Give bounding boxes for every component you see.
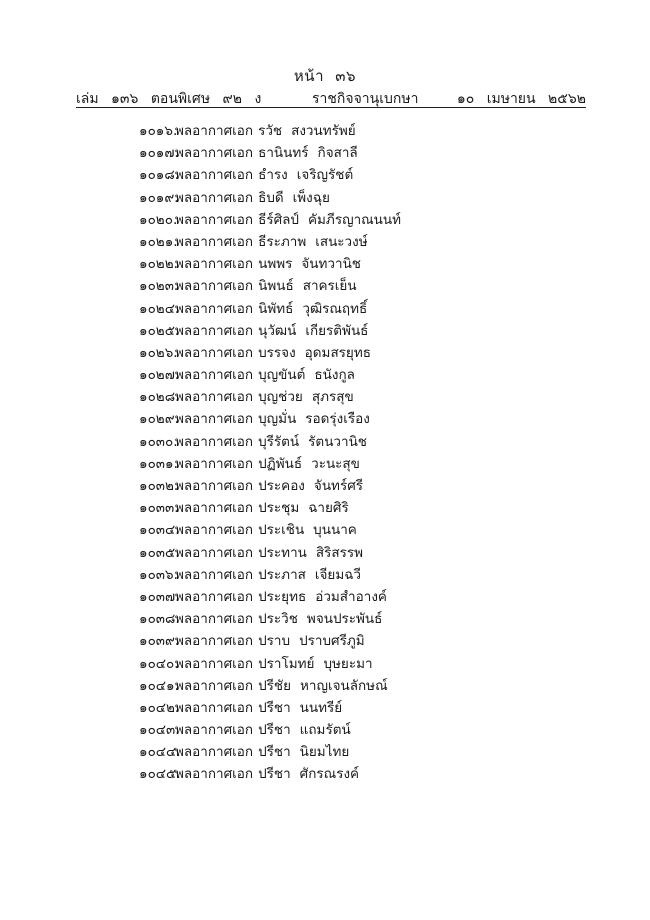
- list-item: [139, 519, 401, 541]
- list-item: [139, 342, 401, 364]
- entry-number: ๑๐๒๗.: [139, 367, 180, 384]
- entry-last-name: นนทรีย์: [299, 699, 343, 716]
- entry-first-name: ปราโมทย์: [258, 655, 315, 672]
- section-label: ตอนพิเศษ: [150, 91, 211, 107]
- entry-first-name: ธิบดี: [258, 189, 284, 206]
- entry-rank: พลอากาศเอก: [175, 344, 254, 361]
- list-item: [139, 453, 401, 475]
- entry-last-name: สงวนทรัพย์: [291, 123, 356, 139]
- entry-number: ๑๐๑๖.: [139, 123, 178, 139]
- list-item: [139, 364, 401, 386]
- entry-number: ๑๐๓๗.: [139, 588, 180, 605]
- entry-last-name: นิยมไทย: [299, 744, 350, 761]
- entry-first-name: รวัช: [258, 123, 283, 139]
- list-item: [139, 120, 401, 142]
- entry-rank: พลอากาศเอก: [175, 699, 254, 716]
- entry-number: ๑๐๓๐.: [139, 433, 178, 450]
- entry-first-name: ธำรง: [258, 167, 288, 184]
- list-item: [139, 564, 401, 586]
- list-item: [139, 187, 401, 209]
- entry-rank: พลอากาศเอก: [175, 145, 254, 162]
- list-item: [139, 630, 401, 652]
- volume-label: เล่ม: [76, 91, 99, 107]
- entry-number: ๑๐๒๖.: [139, 344, 178, 361]
- entry-number: ๑๐๒๔.: [139, 300, 180, 317]
- entry-last-name: ฉายศิริ: [308, 500, 349, 517]
- entry-first-name: นพพร: [258, 256, 293, 273]
- entry-rank: พลอากาศเอก: [175, 211, 254, 228]
- entry-first-name: บุญมั่น: [258, 411, 297, 428]
- entry-rank: พลอากาศเอก: [175, 744, 254, 761]
- entry-first-name: ปรีชัย: [258, 677, 291, 694]
- entry-last-name: สาครเย็น: [302, 278, 357, 295]
- entry-first-name: บุญช่วย: [258, 389, 303, 406]
- entry-rank: พลอากาศเอก: [175, 256, 254, 273]
- entry-last-name: รัตนวานิช: [308, 433, 367, 450]
- section-number: ๙๒: [222, 91, 242, 107]
- list-item: [139, 763, 401, 785]
- entry-number: ๑๐๓๕.: [139, 544, 180, 561]
- list-item: [139, 542, 401, 564]
- entry-last-name: บุนนาค: [313, 522, 357, 539]
- entry-rank: พลอากาศเอก: [175, 189, 254, 206]
- entry-number: ๑๐๒๕.: [139, 322, 180, 339]
- entry-last-name: อุดมสรยุทธ: [304, 344, 371, 361]
- entry-number: ๑๐๑๘.: [139, 167, 180, 184]
- entry-number: ๑๐๒๙.: [139, 411, 179, 428]
- list-item: [139, 142, 401, 164]
- gazette-title: ราชกิจจานุเบกษา: [312, 91, 419, 107]
- entry-number: ๑๐๔๒.: [139, 699, 180, 716]
- entry-last-name: คัมภีรญาณนนท์: [308, 211, 402, 228]
- entry-last-name: วะนะสุข: [311, 455, 360, 472]
- entry-last-name: จันทวานิช: [301, 256, 361, 273]
- entry-first-name: นุวัฒน์: [258, 322, 297, 339]
- list-item: [139, 231, 401, 253]
- entry-last-name: สิริสรรพ: [315, 544, 364, 561]
- list-item: [139, 741, 401, 763]
- entry-rank: พลอากาศเอก: [175, 367, 254, 384]
- page-number-label: หน้า: [293, 67, 324, 85]
- date-month: เมษายน: [486, 91, 536, 107]
- entry-rank: พลอากาศเอก: [175, 411, 254, 428]
- list-item: [139, 209, 401, 231]
- entry-last-name: พจนประพันธ์: [306, 611, 383, 628]
- list-item: [139, 697, 401, 719]
- date-day: ๑๐: [456, 91, 475, 107]
- entry-first-name: นิพนธ์: [258, 278, 294, 295]
- entry-first-name: ประคอง: [258, 478, 305, 494]
- list-item: [139, 497, 401, 519]
- entry-number: ๑๐๑๙.: [139, 189, 179, 206]
- entry-last-name: อ่วมสำอางค์: [315, 588, 387, 605]
- entry-last-name: ปราบศรีภูมิ: [299, 633, 365, 650]
- entry-last-name: จันทร์ศรี: [313, 478, 364, 494]
- list-item: [139, 719, 401, 741]
- entry-first-name: บุรีรัตน์: [258, 433, 300, 450]
- entry-first-name: ปราบ: [258, 633, 291, 650]
- entry-first-name: ประยุทธ: [258, 588, 307, 605]
- entry-last-name: เกียรติพันธ์: [305, 322, 369, 339]
- entry-last-name: เจริญรัชต์: [296, 167, 354, 184]
- list-item: [139, 431, 401, 453]
- entry-last-name: รอดรุ่งเรือง: [305, 411, 370, 428]
- entry-number: ๑๐๓๑.: [139, 455, 178, 472]
- entry-first-name: บุญขันต์: [258, 367, 306, 384]
- entry-rank: พลอากาศเอก: [175, 322, 254, 339]
- list-item: [139, 253, 401, 275]
- entry-rank: พลอากาศเอก: [175, 478, 254, 494]
- entry-rank: พลอากาศเอก: [175, 655, 254, 672]
- entry-rank: พลอากาศเอก: [175, 566, 254, 583]
- entry-number: ๑๐๓๓.: [139, 500, 179, 517]
- entry-number: ๑๐๓๙.: [139, 633, 180, 650]
- entry-number: ๑๐๔๕.: [139, 766, 181, 783]
- entry-first-name: ปรีชา: [258, 699, 291, 716]
- entry-first-name: ปฏิพันธ์: [258, 455, 303, 472]
- entry-last-name: สุภรสุข: [311, 389, 354, 406]
- entry-number: ๑๐๓๘.: [139, 611, 180, 628]
- entry-number: ๑๐๒๓.: [139, 278, 179, 295]
- officer-list: [139, 120, 401, 786]
- list-item: [139, 275, 401, 297]
- entry-number: ๑๐๔๐.: [139, 655, 179, 672]
- entry-rank: พลอากาศเอก: [175, 588, 254, 605]
- list-item: [139, 608, 401, 630]
- entry-number: ๑๐๑๗.: [139, 145, 179, 162]
- page-number: [0, 64, 650, 88]
- entry-last-name: หาญเจนลักษณ์: [300, 677, 388, 694]
- entry-rank: พลอากาศเอก: [175, 233, 254, 250]
- list-item: [139, 386, 401, 408]
- entry-last-name: แถมรัตน์: [299, 722, 351, 739]
- entry-rank: พลอากาศเอก: [175, 167, 254, 184]
- entry-number: ๑๐๔๑.: [139, 677, 179, 694]
- volume-number: ๑๓๖: [111, 91, 139, 107]
- entry-rank: พลอากาศเอก: [175, 300, 254, 317]
- entry-last-name: ธนังกูล: [314, 367, 355, 384]
- entry-number: ๑๐๔๔.: [139, 744, 181, 761]
- entry-first-name: ประทาน: [258, 544, 307, 561]
- entry-rank: พลอากาศเอก: [175, 766, 254, 783]
- entry-number: ๑๐๔๓.: [139, 722, 180, 739]
- entry-number: ๑๐๓๒.: [139, 478, 179, 494]
- entry-first-name: ธีร์ศิลป์: [258, 211, 299, 228]
- entry-first-name: ปรีชา: [258, 744, 291, 761]
- entry-rank: พลอากาศเอก: [175, 500, 254, 517]
- entry-rank: พลอากาศเอก: [175, 455, 254, 472]
- entry-last-name: เพ็งฉุย: [292, 189, 330, 206]
- entry-first-name: ปรีชา: [258, 766, 291, 783]
- entry-number: ๑๐๒๒.: [139, 256, 178, 273]
- list-item: [139, 675, 401, 697]
- list-item: [139, 475, 401, 497]
- entry-rank: พลอากาศเอก: [175, 433, 254, 450]
- list-item: [139, 320, 401, 342]
- entry-rank: พลอากาศเอก: [175, 633, 254, 650]
- entry-rank: พลอากาศเอก: [175, 389, 254, 406]
- entry-number: ๑๐๒๑.: [139, 233, 178, 250]
- entry-first-name: ธานินทร์: [258, 145, 309, 162]
- entry-last-name: วุฒิรณฤทธิ์: [302, 300, 368, 317]
- entry-rank: พลอากาศเอก: [175, 611, 254, 628]
- entry-first-name: ประเชิน: [258, 522, 305, 539]
- entry-rank: พลอากาศเอก: [175, 722, 254, 739]
- list-item: [139, 653, 401, 675]
- entry-rank: พลอากาศเอก: [175, 677, 254, 694]
- entry-first-name: ประภาส: [258, 566, 306, 583]
- entry-last-name: เสนะวงษ์: [315, 233, 368, 250]
- entry-first-name: ปรีชา: [258, 722, 291, 739]
- entry-first-name: ประวิช: [258, 611, 298, 628]
- list-item: [139, 586, 401, 608]
- entry-last-name: เจียมฉวี: [314, 566, 362, 583]
- entry-first-name: นิพัทธ์: [258, 300, 294, 317]
- entry-number: ๑๐๓๔.: [139, 522, 180, 539]
- entry-first-name: ธีระภาพ: [258, 233, 307, 250]
- entry-rank: พลอากาศเอก: [175, 123, 254, 139]
- entry-last-name: กิจสาลี: [317, 145, 358, 162]
- entry-rank: พลอากาศเอก: [175, 278, 254, 295]
- page-number-value: ๓๖: [335, 67, 357, 85]
- entry-first-name: บรรจง: [258, 344, 296, 361]
- gazette-header: [76, 88, 586, 108]
- entry-last-name: ศักรณรงค์: [299, 766, 360, 783]
- entry-first-name: ประชุม: [258, 500, 300, 517]
- list-item: [139, 408, 401, 430]
- header-divider: [76, 107, 586, 108]
- section-suffix: ง: [254, 91, 262, 107]
- list-item: [139, 164, 401, 186]
- date-year: ๒๕๖๒: [548, 91, 586, 107]
- entry-number: ๑๐๒๘.: [139, 389, 180, 406]
- entry-last-name: บุษยะมา: [323, 655, 373, 672]
- entry-number: ๑๐๒๐.: [139, 211, 178, 228]
- entry-rank: พลอากาศเอก: [175, 522, 254, 539]
- entry-number: ๑๐๓๖.: [139, 566, 178, 583]
- entry-rank: พลอากาศเอก: [175, 544, 254, 561]
- list-item: [139, 298, 401, 320]
